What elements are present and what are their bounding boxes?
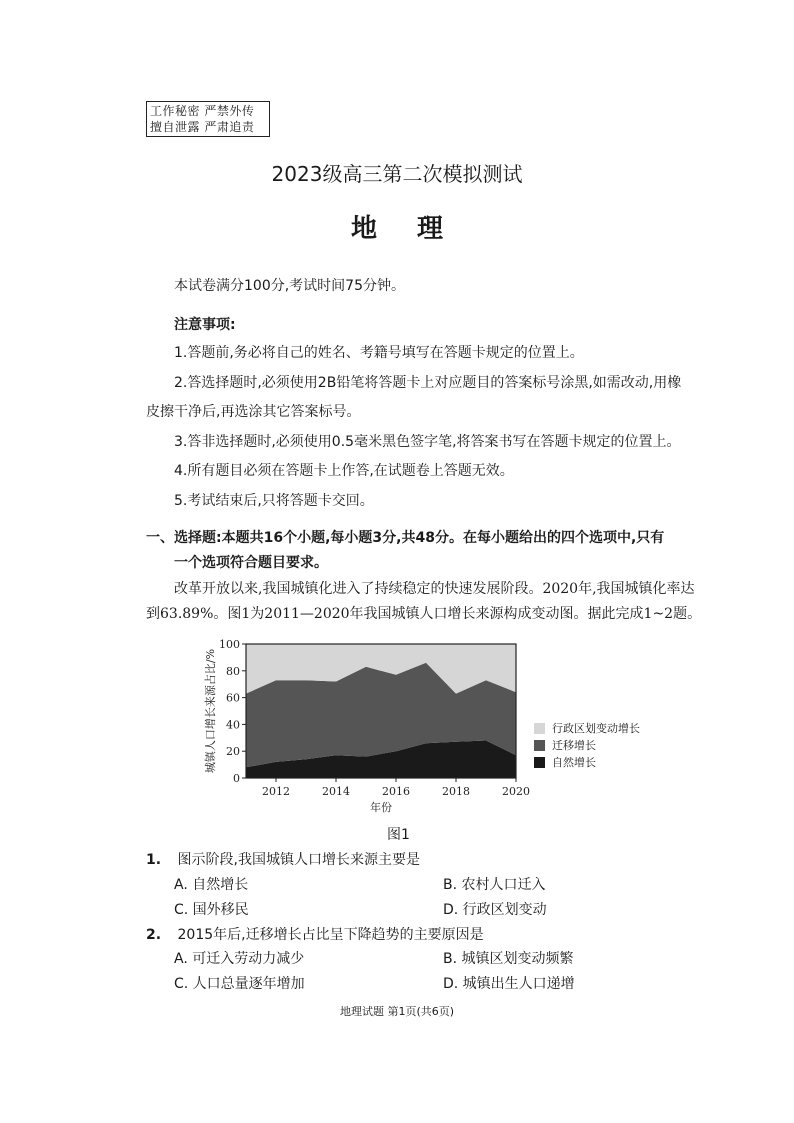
confidential-notice-box <box>146 101 270 137</box>
legend-label: 自然增长 <box>552 756 596 769</box>
section-heading-line-2: 一个选项符合题目要求。 <box>174 555 328 571</box>
question-2-text: 2015年后,迁移增长占比呈下降趋势的主要原因是 <box>177 927 484 943</box>
page-footer: 地理试题 第1页(共6页) <box>339 1005 455 1018</box>
x-axis-label: 年份 <box>370 801 392 814</box>
note-4: 4.所有题目必须在答题卡上作答,在试题卷上答题无效。 <box>174 463 514 479</box>
question-1-option-b[interactable]: B. 农村人口迁入 <box>443 877 546 893</box>
x-tick-label: 2020 <box>502 785 530 798</box>
y-axis-label: 城镇人口增长来源占比/% <box>204 648 217 774</box>
notice-line-2: 擅自泄露 严肃追责 <box>150 120 255 134</box>
note-1: 1.答题前,务必将自己的姓名、考籍号填写在答题卡规定的位置上。 <box>174 345 584 361</box>
legend-label: 行政区划变动增长 <box>552 722 640 735</box>
y-tick-label: 20 <box>226 745 240 759</box>
y-tick-label: 0 <box>233 772 240 785</box>
note-2b: 皮擦干净后,再选涂其它答案标号。 <box>146 404 361 420</box>
y-tick-label: 40 <box>226 718 240 732</box>
y-tick-label: 60 <box>226 691 240 705</box>
question-1-option-d[interactable]: D. 行政区划变动 <box>443 902 547 918</box>
x-tick-label: 2012 <box>262 785 290 798</box>
question-1-option-c[interactable]: C. 国外移民 <box>174 902 249 918</box>
question-2-number: 2. <box>146 927 162 943</box>
note-2a: 2.答选择题时,必须使用2B铅笔将答题卡上对应题目的答案标号涂黑,如需改动,用橡 <box>174 375 682 391</box>
legend-swatch <box>534 723 545 734</box>
legend-swatch <box>534 757 545 768</box>
y-tick-label: 80 <box>226 664 240 678</box>
question-2-option-b[interactable]: B. 城镇区划变动频繁 <box>443 951 574 967</box>
question-2-option-d[interactable]: D. 城镇出生人口递增 <box>443 976 575 992</box>
question-2-option-a[interactable]: A. 可迁入劳动力减少 <box>174 951 305 967</box>
x-tick-label: 2016 <box>382 785 410 798</box>
question-2-option-c[interactable]: C. 人口总量逐年增加 <box>174 976 305 992</box>
question-1-text: 图示阶段,我国城镇人口增长来源主要是 <box>177 852 420 868</box>
legend-label: 迁移增长 <box>552 739 596 752</box>
context-para-line-2: 到63.89%。图1为2011—2020年我国城镇人口增长来源构成变动图。据此完成1~2题。 <box>146 606 702 622</box>
context-para-line-1: 改革开放以来,我国城镇化进入了持续稳定的快速发展阶段。2020年,我国城镇化率达 <box>174 581 695 597</box>
section-heading-line-1: 一、选择题:本题共16个小题,每小题3分,共48分。在每小题给出的四个选项中,只有 <box>146 530 665 546</box>
question-1-number: 1. <box>146 852 162 868</box>
urban-population-chart <box>196 628 676 828</box>
figure-caption: 图1 <box>387 827 410 843</box>
question-1-stem <box>146 849 420 869</box>
x-tick-label: 2018 <box>442 785 470 798</box>
score-time-line: 本试卷满分100分,考试时间75分钟。 <box>174 278 405 294</box>
notice-line-1: 工作秘密 严禁外传 <box>150 104 255 118</box>
notes-heading: 注意事项: <box>174 317 236 333</box>
exam-title: 2023级高三第二次模拟测试 <box>271 162 523 186</box>
y-tick-label: 100 <box>219 638 240 651</box>
x-tick-label: 2014 <box>322 785 350 798</box>
question-1-option-a[interactable]: A. 自然增长 <box>174 877 249 893</box>
subject-title: 地理 <box>350 214 483 244</box>
note-3: 3.答非选择题时,必须使用0.5毫米黑色签字笔,将答案书写在答题卡规定的位置上。 <box>174 434 681 450</box>
note-5: 5.考试结束后,只将答题卡交回。 <box>174 493 374 509</box>
legend-swatch <box>534 740 545 751</box>
question-2-stem <box>146 924 484 944</box>
